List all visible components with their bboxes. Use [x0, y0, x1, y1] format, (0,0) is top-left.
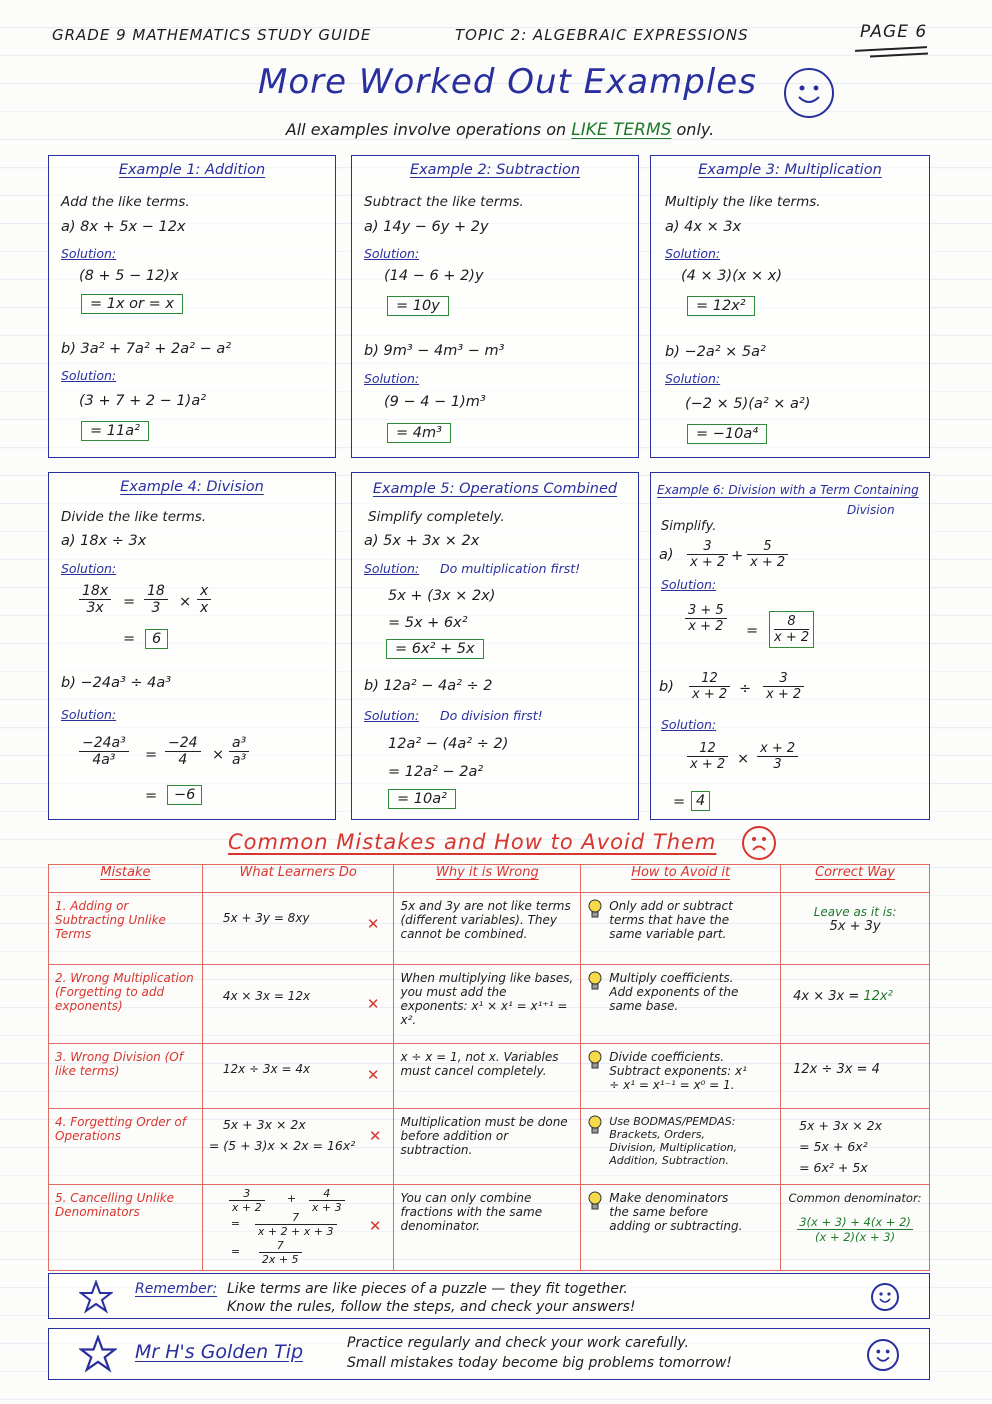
equals: =	[746, 623, 759, 639]
fraction: $\frac{3 + 5}{x + 2}$	[685, 603, 727, 634]
fraction: $\frac{12}{x + 2}$	[687, 741, 728, 772]
wrong-x-icon: ✕	[366, 1066, 380, 1084]
why-cell: Multiplication must be done before addition or subtraction.	[394, 1109, 581, 1185]
fraction: $\frac{\text{a³}}{\text{a³}}$	[229, 735, 249, 768]
what-cell: 5x + 3x × 2x = (5 + 3)x × 2x = 16x² ✕	[202, 1109, 394, 1185]
header-why: Why it is Wrong	[394, 865, 581, 893]
solution-label: Solution:	[665, 371, 721, 386]
equals: =	[673, 794, 686, 810]
page-underline-2	[870, 52, 928, 57]
fraction: $\frac{12}{x + 2}$	[689, 671, 730, 702]
table-row	[49, 1044, 930, 1109]
question-b: b) −2a² × 5a²	[665, 344, 766, 360]
lightbulb-icon	[587, 1050, 603, 1070]
header-correct: Correct Way	[781, 865, 930, 893]
instruction: Simplify.	[661, 519, 717, 534]
table-header-row	[49, 865, 930, 893]
example-4-title: Example 4: Division	[120, 479, 264, 495]
lightbulb-icon	[587, 1191, 603, 1211]
step: (4 × 3)(x × x)	[681, 268, 782, 284]
header-what: What Learners Do	[202, 865, 394, 893]
fraction: $\frac{3}{x + 2}$	[229, 1187, 265, 1214]
step: (14 − 6 + 2)y	[384, 268, 484, 284]
header-mistake: Mistake	[49, 865, 203, 893]
how-cell: Only add or subtract terms that have the same variable part.	[581, 893, 781, 965]
fraction: $\frac{18x}{3x}$	[79, 583, 111, 616]
equals: =	[230, 1217, 241, 1230]
label-b: b)	[659, 679, 674, 695]
example-2-card	[351, 155, 639, 458]
solution-label: Solution:	[61, 561, 117, 576]
mistake-cell: 3. Wrong Division (Of like terms)	[49, 1044, 203, 1109]
answer-box: = 4m³	[387, 423, 451, 443]
solution-label: Solution:	[364, 561, 420, 576]
topic-label: TOPIC 2: ALGEBRAIC EXPRESSIONS	[455, 26, 749, 44]
step: = 5x + 6x²	[388, 615, 468, 631]
table-row	[49, 965, 930, 1044]
lightbulb-icon	[587, 1115, 603, 1135]
instruction: Simplify completely.	[368, 509, 505, 525]
instruction: Multiply the like terms.	[665, 194, 821, 210]
answer-box: = −10a⁴	[687, 424, 767, 444]
mistake-cell: 4. Forgetting Order of Operations	[49, 1109, 203, 1185]
example-5-card	[351, 472, 639, 820]
remember-line-1: Like terms are like pieces of a puzzle — they fit together.	[227, 1281, 628, 1297]
smiley-icon	[871, 1283, 899, 1311]
fraction: $\frac{7}{x + 2 + x + 3}$	[255, 1211, 337, 1238]
step: = 12a² − 2a²	[388, 764, 484, 780]
golden-line-1: Practice regularly and check your work carefully.	[347, 1335, 689, 1351]
answer-box: 8 x + 2	[769, 611, 814, 648]
subtitle-highlight: LIKE TERMS	[571, 120, 672, 140]
what-cell	[202, 1185, 394, 1271]
answer-box: −6	[167, 785, 202, 805]
fraction: $\frac{-24}{4}$	[165, 735, 201, 768]
solution-label: Solution:	[661, 577, 717, 592]
solution-label: Solution:	[665, 246, 721, 261]
example-4-card	[48, 472, 336, 820]
divide: ÷	[739, 681, 752, 697]
question-a: a) 5x + 3x × 2x	[364, 533, 480, 549]
wrong-x-icon: ✕	[366, 915, 380, 933]
question-a: a) 8x + 5x − 12x	[61, 219, 186, 235]
question-a: a) 4x × 3x	[665, 219, 742, 235]
smiley-icon	[867, 1339, 899, 1371]
question-b: b) 9m³ − 4m³ − m³	[364, 343, 505, 359]
solution-label: Solution:	[364, 371, 420, 386]
step: 12a² − (4a² ÷ 2)	[388, 736, 509, 752]
mistake-cell: 5. Cancelling Unlike Denominators	[49, 1185, 203, 1271]
hint-note: Do division first!	[440, 708, 543, 723]
example-5-title: Example 5: Operations Combined	[372, 481, 618, 497]
answer-box: 4	[691, 791, 710, 811]
instruction: Add the like terms.	[61, 194, 190, 210]
page-number: PAGE 6	[860, 22, 928, 42]
step: (−2 × 5)(a² × a²)	[685, 396, 811, 412]
sad-face-icon	[742, 826, 776, 860]
plus: +	[286, 1192, 297, 1205]
subtitle-prefix: All examples involve operations on	[285, 120, 567, 139]
times: ×	[737, 751, 750, 767]
times: ×	[212, 747, 225, 763]
question-a: a) 14y − 6y + 2y	[364, 219, 489, 235]
guide-title: GRADE 9 MATHEMATICS STUDY GUIDE	[52, 26, 372, 44]
instruction: Subtract the like terms.	[364, 194, 524, 210]
solution-label: Solution:	[661, 717, 717, 732]
answer-box: = 1x or = x	[81, 294, 183, 314]
how-cell: Multiply coefficients. Add exponents of the same base.	[581, 965, 781, 1044]
why-cell: When multiplying like bases, you must add the exponents: x¹ × x¹ = x¹⁺¹ = x².	[394, 965, 581, 1044]
star-icon	[79, 1335, 117, 1377]
correct-cell: 4x × 3x = 12x²	[781, 965, 930, 1044]
solution-label: Solution:	[61, 368, 117, 383]
answer-box: = 11a²	[81, 421, 149, 441]
example-2-title: Example 2: Subtraction	[409, 162, 581, 178]
example-6-title-2: Division	[847, 503, 895, 517]
fraction: $\frac{4}{x + 3}$	[309, 1187, 345, 1214]
question-b: b) 12a² − 4a² ÷ 2	[364, 678, 493, 694]
golden-tip-box	[48, 1328, 930, 1380]
correct-cell: 5x + 3x × 2x = 5x + 6x² = 6x² + 5x	[781, 1109, 930, 1185]
remember-box	[48, 1273, 930, 1319]
what-cell: 5x + 3y = 8xy ✕	[202, 893, 394, 965]
wrong-x-icon: ✕	[368, 1127, 382, 1145]
header-how: How to Avoid it	[581, 865, 781, 893]
wrong-x-icon: ✕	[368, 1217, 382, 1235]
instruction: Divide the like terms.	[61, 509, 207, 525]
example-3-card	[650, 155, 930, 458]
lightbulb-icon	[587, 899, 603, 919]
how-cell: Make denominators the same before adding or subtracting.	[581, 1185, 781, 1271]
golden-line-2: Small mistakes today become big problems tomorrow!	[347, 1355, 732, 1371]
solution-label: Solution:	[364, 708, 420, 723]
why-cell: x ÷ x = 1, not x. Variables must cancel completely.	[394, 1044, 581, 1109]
table-row	[49, 1109, 930, 1185]
question-b: b) −24a³ ÷ 4a³	[61, 675, 172, 691]
fraction: $\frac{7}{2x + 5}$	[259, 1239, 302, 1266]
how-cell: Divide coefficients. Subtract exponents: x¹ ÷ x¹ = x¹⁻¹ = x⁰ = 1.	[581, 1044, 781, 1109]
solution-label: Solution:	[364, 246, 420, 261]
step: 5x + (3x × 2x)	[388, 588, 496, 604]
example-6-title: Example 6: Division with a Term Containing	[657, 483, 919, 497]
example-6-card	[650, 472, 930, 820]
golden-tip-label: Mr H's Golden Tip	[135, 1341, 304, 1363]
example-1-title: Example 1: Addition	[118, 162, 266, 178]
mistakes-table	[48, 864, 930, 1271]
mistake-cell: 2. Wrong Multiplication (Forgetting to add exponents)	[49, 965, 203, 1044]
subtitle-suffix: only.	[676, 120, 715, 139]
what-cell: 4x × 3x = 12x ✕	[202, 965, 394, 1044]
subtitle	[0, 120, 992, 140]
lightbulb-icon	[587, 971, 603, 991]
fraction: $\frac{x + 2}{3}$	[757, 741, 798, 772]
hint-note: Do multiplication first!	[440, 561, 581, 576]
correct-cell: Leave as it is: 5x + 3y	[781, 893, 930, 965]
fraction: $\frac{3}{x + 2}$	[687, 539, 728, 570]
answer-box: = 12x²	[687, 296, 755, 316]
wrong-x-icon: ✕	[366, 995, 380, 1013]
page-title: More Worked Out Examples	[258, 62, 757, 102]
question-a: a) 18x ÷ 3x	[61, 533, 147, 549]
remember-line-2: Know the rules, follow the steps, and check your answers!	[227, 1299, 636, 1315]
answer-box: = 10a²	[388, 789, 456, 809]
solution-label: Solution:	[61, 707, 117, 722]
mistakes-title: Common Mistakes and How to Avoid Them	[228, 830, 717, 854]
solution-label: Solution:	[61, 246, 117, 261]
correct-cell: Common denominator: 3(x + 3) + 4(x + 2) (x + 2)(x + 3)	[781, 1185, 930, 1271]
what-cell: 12x ÷ 3x = 4x ✕	[202, 1044, 394, 1109]
how-cell: Use BODMAS/PEMDAS: Brackets, Orders, Division, Multiplication, Addition, Subtraction.	[581, 1109, 781, 1185]
step: (3 + 7 + 2 − 1)a²	[79, 393, 207, 409]
answer-box: = 6x² + 5x	[386, 639, 484, 659]
question-b: b) 3a² + 7a² + 2a² − a²	[61, 341, 232, 357]
why-cell: You can only combine fractions with the same denominator.	[394, 1185, 581, 1271]
equals: =	[230, 1245, 241, 1258]
smiley-icon	[784, 68, 834, 118]
equals: =	[145, 747, 158, 763]
answer-box: = 10y	[387, 296, 449, 316]
answer-box: 6	[145, 629, 168, 649]
equals: =	[145, 788, 158, 804]
example-1-card	[48, 155, 336, 458]
step: (9 − 4 − 1)m³	[384, 394, 486, 410]
plus: +	[731, 548, 744, 564]
star-icon	[79, 1280, 113, 1318]
equals: =	[123, 631, 136, 647]
fraction: $\frac{\text{−24a³}}{\text{4a³}}$	[79, 735, 129, 768]
page-underline	[855, 46, 927, 52]
fraction: $\frac{5}{x + 2}$	[747, 539, 788, 570]
table-row	[49, 893, 930, 965]
remember-label: Remember:	[135, 1281, 218, 1297]
fraction: $\frac{x}{x}$	[197, 583, 211, 616]
mistake-cell: 1. Adding or Subtracting Unlike Terms	[49, 893, 203, 965]
why-cell: 5x and 3y are not like terms (different variables). They cannot be combined.	[394, 893, 581, 965]
table-row	[49, 1185, 930, 1271]
fraction: $\frac{18}{3}$	[144, 583, 168, 616]
times: ×	[179, 594, 192, 610]
example-3-title: Example 3: Multiplication	[698, 162, 882, 178]
fraction: $\frac{3}{x + 2}$	[763, 671, 804, 702]
step: (8 + 5 − 12)x	[79, 268, 179, 284]
equals: =	[123, 594, 136, 610]
label-a: a)	[659, 547, 674, 563]
correct-cell: 12x ÷ 3x = 4	[781, 1044, 930, 1109]
